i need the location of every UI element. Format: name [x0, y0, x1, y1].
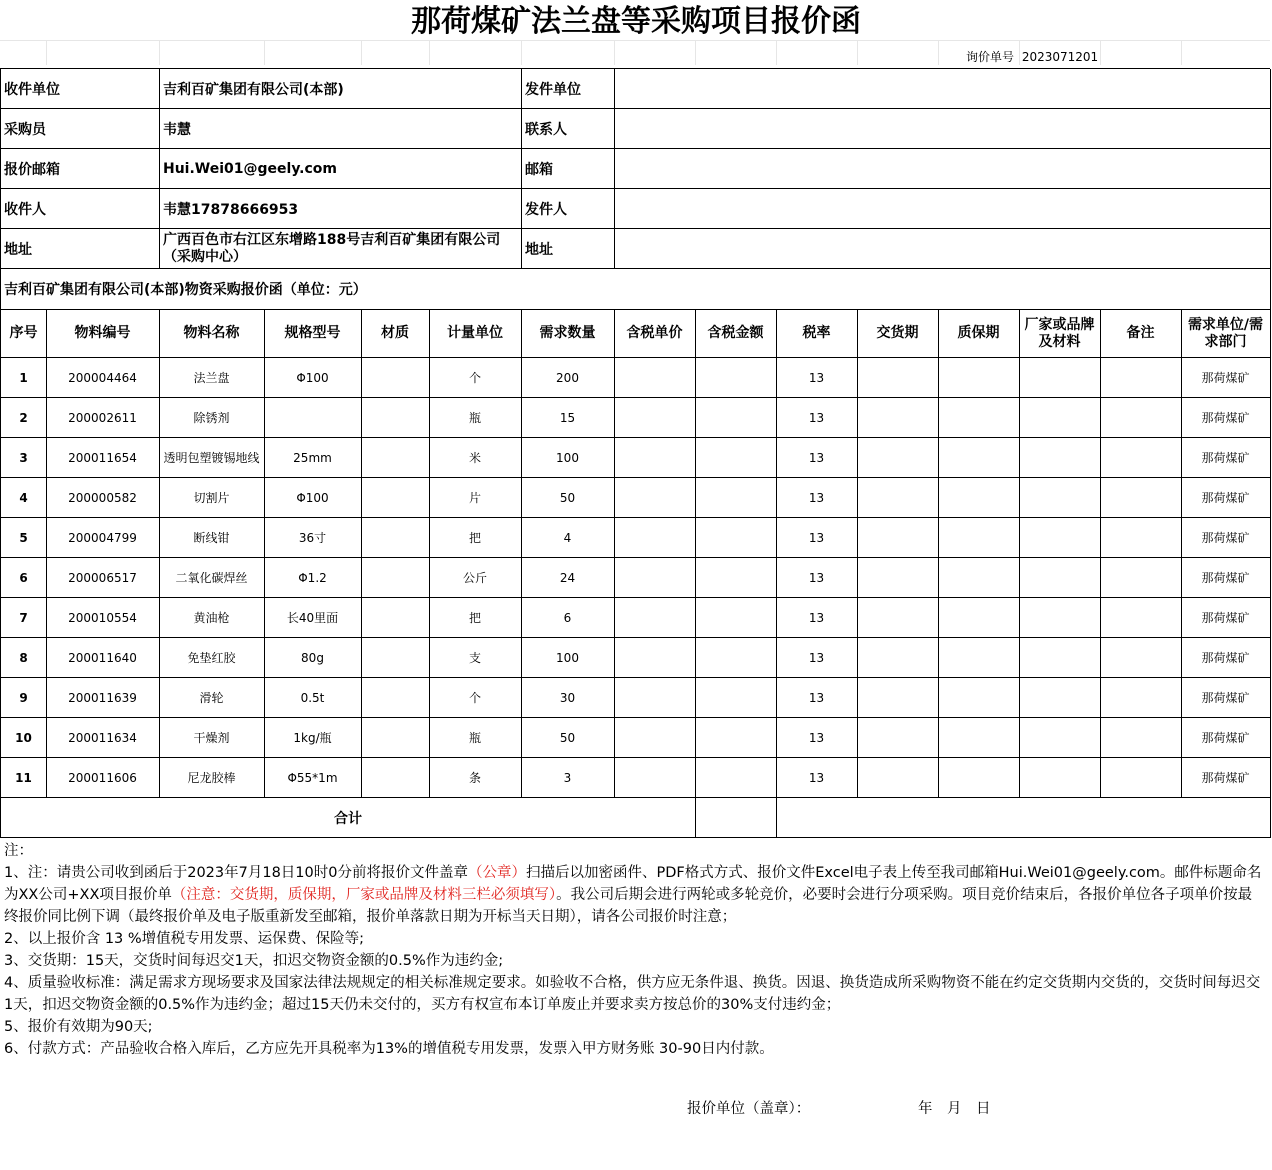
table-cell: 那荷煤矿 [1181, 558, 1271, 598]
table-cell [695, 478, 777, 518]
table-cell: 干燥剂 [159, 718, 265, 758]
table-cell [361, 438, 430, 478]
note-4: 4、质量验收标准：满足需求方现场要求及国家法律法规规定的相关标准规定要求。如验收不合格，供方应无条件退、换货。因退、换货造成所采购物资不能在约定交货期内交货的，交货时间每迟交1天，扣迟交物资金额的0.5%作为违约金；超过15天仍未交付的，买方有权宣布本订单废止并要求卖方按总价的30%支付违约金； [4, 975, 1261, 1013]
table-cell: 200011639 [46, 678, 160, 718]
table-cell [1100, 358, 1182, 398]
table-cell: 6 [521, 598, 615, 638]
table-cell [614, 358, 696, 398]
column-header: 序号 [1, 310, 47, 358]
info-value: 广西百色市右江区东增路188号吉利百矿集团有限公司（采购中心） [160, 229, 522, 269]
table-cell [614, 398, 696, 438]
table-cell [1019, 398, 1101, 438]
table-cell: 2 [1, 398, 47, 438]
table-cell: 200006517 [46, 558, 160, 598]
table-cell [614, 718, 696, 758]
table-cell: 那荷煤矿 [1181, 398, 1271, 438]
table-cell: 13 [776, 438, 858, 478]
table-cell [1019, 598, 1101, 638]
table-cell: 13 [776, 598, 858, 638]
table-cell [938, 398, 1020, 438]
table-cell: 15 [521, 398, 615, 438]
column-header: 需求单位/需求部门 [1181, 310, 1271, 358]
table-cell: 24 [521, 558, 615, 598]
table-cell: 100 [521, 638, 615, 678]
table-cell: 25mm [264, 438, 362, 478]
info-label: 报价邮箱 [1, 149, 160, 189]
total-remaining-cell [777, 798, 1271, 838]
table-cell: 13 [776, 398, 858, 438]
table-cell [361, 478, 430, 518]
table-cell: 条 [429, 758, 522, 798]
table-cell [614, 438, 696, 478]
table-cell [614, 558, 696, 598]
column-header: 厂家或品牌及材料 [1019, 310, 1101, 358]
note-2: 2、以上报价含 13 %增值税专用发票、运保费、保险等; [4, 931, 365, 947]
note-3: 3、交货期：15天，交货时间每迟交1天，扣迟交物资金额的0.5%作为违约金; [4, 953, 504, 969]
table-cell: 那荷煤矿 [1181, 638, 1271, 678]
table-cell [695, 558, 777, 598]
table-cell [938, 598, 1020, 638]
table-cell [1019, 558, 1101, 598]
table-cell [1019, 638, 1101, 678]
table-cell [361, 638, 430, 678]
info-label: 地址 [1, 229, 160, 269]
table-cell [857, 678, 939, 718]
info-label: 邮箱 [522, 149, 615, 189]
table-cell [695, 358, 777, 398]
table-cell: 1 [1, 358, 47, 398]
table-cell [1019, 438, 1101, 478]
table-cell: 把 [429, 598, 522, 638]
table-cell [1100, 598, 1182, 638]
table-cell: 瓶 [429, 398, 522, 438]
table-cell [361, 758, 430, 798]
table-cell [1100, 438, 1182, 478]
column-header: 备注 [1100, 310, 1182, 358]
table-cell [695, 718, 777, 758]
table-cell: 3 [1, 438, 47, 478]
table-cell [695, 518, 777, 558]
table-cell: 滑轮 [159, 678, 265, 718]
table-cell: 13 [776, 518, 858, 558]
table-cell [614, 638, 696, 678]
table-cell: 片 [429, 478, 522, 518]
table-cell: 除锈剂 [159, 398, 265, 438]
table-cell [857, 398, 939, 438]
table-cell [938, 558, 1020, 598]
table-cell [264, 398, 362, 438]
table-cell: Φ100 [264, 478, 362, 518]
table-cell: 5 [1, 518, 47, 558]
info-label: 采购员 [1, 109, 160, 149]
info-value: 韦慧 [160, 109, 522, 149]
table-cell: 把 [429, 518, 522, 558]
info-value [615, 69, 1271, 109]
table-cell: 那荷煤矿 [1181, 438, 1271, 478]
table-cell: 那荷煤矿 [1181, 678, 1271, 718]
table-cell: 那荷煤矿 [1181, 598, 1271, 638]
column-header: 物料编号 [46, 310, 160, 358]
column-header: 质保期 [938, 310, 1020, 358]
table-cell: 11 [1, 758, 47, 798]
inquiry-value: 2023071201 [1021, 50, 1099, 64]
table-cell [1100, 758, 1182, 798]
table-cell: 那荷煤矿 [1181, 358, 1271, 398]
table-cell [938, 358, 1020, 398]
table-cell [614, 478, 696, 518]
table-cell [695, 598, 777, 638]
info-label: 收件单位 [1, 69, 160, 109]
table-cell: 200002611 [46, 398, 160, 438]
table-cell [857, 598, 939, 638]
table-cell [614, 678, 696, 718]
table-cell: 支 [429, 638, 522, 678]
table-cell: 200010554 [46, 598, 160, 638]
table-cell: 0.5t [264, 678, 362, 718]
table-cell: 个 [429, 678, 522, 718]
table-cell [361, 678, 430, 718]
info-value: 吉利百矿集团有限公司(本部) [160, 69, 522, 109]
table-cell [1019, 718, 1101, 758]
table-cell: 二氧化碳焊丝 [159, 558, 265, 598]
table-cell [1100, 718, 1182, 758]
table-cell: 尼龙胶棒 [159, 758, 265, 798]
table-cell: 50 [521, 718, 615, 758]
table-cell: 3 [521, 758, 615, 798]
table-cell: 6 [1, 558, 47, 598]
table-cell [361, 598, 430, 638]
table-cell [938, 718, 1020, 758]
column-header: 含税金额 [695, 310, 777, 358]
table-cell: 13 [776, 758, 858, 798]
table-cell [1019, 758, 1101, 798]
table-cell: 9 [1, 678, 47, 718]
info-label: 发件单位 [522, 69, 615, 109]
table-cell [1100, 678, 1182, 718]
table-cell [695, 758, 777, 798]
info-label: 发件人 [522, 189, 615, 229]
table-cell [614, 518, 696, 558]
table-cell: 13 [776, 558, 858, 598]
table-cell [695, 638, 777, 678]
table-cell: 那荷煤矿 [1181, 518, 1271, 558]
info-label: 联系人 [522, 109, 615, 149]
info-label: 地址 [522, 229, 615, 269]
section-title: 吉利百矿集团有限公司(本部)物资采购报价函（单位：元） [1, 269, 1271, 310]
note-6: 6、付款方式：产品验收合格入库后，乙方应先开具税率为13%的增值税专用发票，发票入甲方财务账 30-90日内付款。 [4, 1041, 774, 1057]
table-cell [1019, 478, 1101, 518]
table-cell [361, 518, 430, 558]
table-cell [361, 718, 430, 758]
table-cell: 10 [1, 718, 47, 758]
table-cell [938, 518, 1020, 558]
table-cell [1100, 478, 1182, 518]
table-cell: 200 [521, 358, 615, 398]
table-cell [695, 678, 777, 718]
table-cell: 米 [429, 438, 522, 478]
table-cell [614, 758, 696, 798]
table-cell: 36寸 [264, 518, 362, 558]
table-cell [361, 398, 430, 438]
table-cell [614, 598, 696, 638]
inquiry-label: 询价单号 [966, 50, 1015, 64]
notes-heading: 注： [4, 843, 33, 859]
table-cell [857, 758, 939, 798]
info-value [615, 189, 1271, 229]
table-cell: 13 [776, 358, 858, 398]
table-cell: 200011634 [46, 718, 160, 758]
info-value: Hui.Wei01@geely.com [160, 149, 522, 189]
table-cell: 200011640 [46, 638, 160, 678]
signature-date: 年 月 日 [918, 1101, 991, 1117]
info-value [615, 109, 1271, 149]
table-cell [1100, 398, 1182, 438]
table-cell: 200004464 [46, 358, 160, 398]
info-value: 韦慧17878666953 [160, 189, 522, 229]
table-cell: Φ55*1m [264, 758, 362, 798]
table-cell: 那荷煤矿 [1181, 478, 1271, 518]
inquiry-number [966, 49, 1102, 65]
table-cell [938, 758, 1020, 798]
table-cell [938, 638, 1020, 678]
table-cell [938, 438, 1020, 478]
table-cell: 法兰盘 [159, 358, 265, 398]
table-cell [857, 438, 939, 478]
table-cell [857, 718, 939, 758]
table-cell: 那荷煤矿 [1181, 758, 1271, 798]
notes-section [1, 838, 1269, 1168]
table-cell: 透明包塑镀锡地线 [159, 438, 265, 478]
table-cell [1019, 678, 1101, 718]
table-cell [857, 478, 939, 518]
table-cell [1019, 518, 1101, 558]
table-cell: 瓶 [429, 718, 522, 758]
note-5: 5、报价有效期为90天; [4, 1019, 153, 1035]
table-cell: 80g [264, 638, 362, 678]
table-cell [857, 558, 939, 598]
table-cell [695, 398, 777, 438]
table-cell: 那荷煤矿 [1181, 718, 1271, 758]
column-header: 含税单价 [614, 310, 696, 358]
table-cell: 4 [1, 478, 47, 518]
total-amount-cell [696, 798, 777, 838]
table-cell: 13 [776, 678, 858, 718]
table-cell: 200011654 [46, 438, 160, 478]
info-value [615, 149, 1271, 189]
table-cell [695, 438, 777, 478]
column-header: 交货期 [857, 310, 939, 358]
table-cell [1019, 358, 1101, 398]
table-cell: 200000582 [46, 478, 160, 518]
column-header: 税率 [776, 310, 858, 358]
table-cell: Φ1.2 [264, 558, 362, 598]
column-header: 需求数量 [521, 310, 615, 358]
table-cell [938, 678, 1020, 718]
info-value [615, 229, 1271, 269]
table-cell [1100, 638, 1182, 678]
signature-label: 报价单位（盖章）： [687, 1101, 811, 1117]
info-label: 收件人 [1, 189, 160, 229]
note-1: 1、注：请贵公司收到函后于2023年7月18日10时0分前将报价文件盖章（公章）扫描后以加密函件、PDF格式方式、报价文件Excel电子表上传至我司邮箱Hui.Wei01@geely.com。邮件标题命名为XX公司+XX项目报价单（注意：交货期，质保期，厂家或品牌及材料三栏必须填写）。我公司后期会进行两轮或多轮竞价，必要时会进行分项采购。项目竞价结束后，各报价单位各子项单价按最终报价同比例下调（最终报价单及电子版重新发至邮箱，报价单落款日期为开标当天日期），请各公司报价时注意； [4, 865, 1262, 925]
total-label: 合计 [1, 798, 696, 838]
table-cell [361, 558, 430, 598]
table-cell: 断线钳 [159, 518, 265, 558]
column-header: 规格型号 [264, 310, 362, 358]
table-cell [361, 358, 430, 398]
table-cell: 200004799 [46, 518, 160, 558]
table-cell: 长40里面 [264, 598, 362, 638]
table-cell: 200011606 [46, 758, 160, 798]
table-cell: 1kg/瓶 [264, 718, 362, 758]
table-cell [938, 478, 1020, 518]
table-cell: 8 [1, 638, 47, 678]
table-cell: 个 [429, 358, 522, 398]
table-cell: 公斤 [429, 558, 522, 598]
table-cell: 13 [776, 638, 858, 678]
table-cell: 免垫红胶 [159, 638, 265, 678]
table-cell: 黄油枪 [159, 598, 265, 638]
table-cell [857, 358, 939, 398]
table-cell: 切割片 [159, 478, 265, 518]
table-cell: 4 [521, 518, 615, 558]
table-cell: 13 [776, 718, 858, 758]
table-cell [1100, 558, 1182, 598]
document-title: 那荷煤矿法兰盘等采购项目报价函 [411, 4, 861, 39]
table-cell: 13 [776, 478, 858, 518]
table-cell [1100, 518, 1182, 558]
column-header: 材质 [361, 310, 430, 358]
table-cell [857, 638, 939, 678]
table-cell: 30 [521, 678, 615, 718]
column-header: 计量单位 [429, 310, 522, 358]
table-cell: Φ100 [264, 358, 362, 398]
table-cell [857, 518, 939, 558]
table-cell: 7 [1, 598, 47, 638]
table-cell: 50 [521, 478, 615, 518]
table-cell: 100 [521, 438, 615, 478]
column-header: 物料名称 [159, 310, 265, 358]
